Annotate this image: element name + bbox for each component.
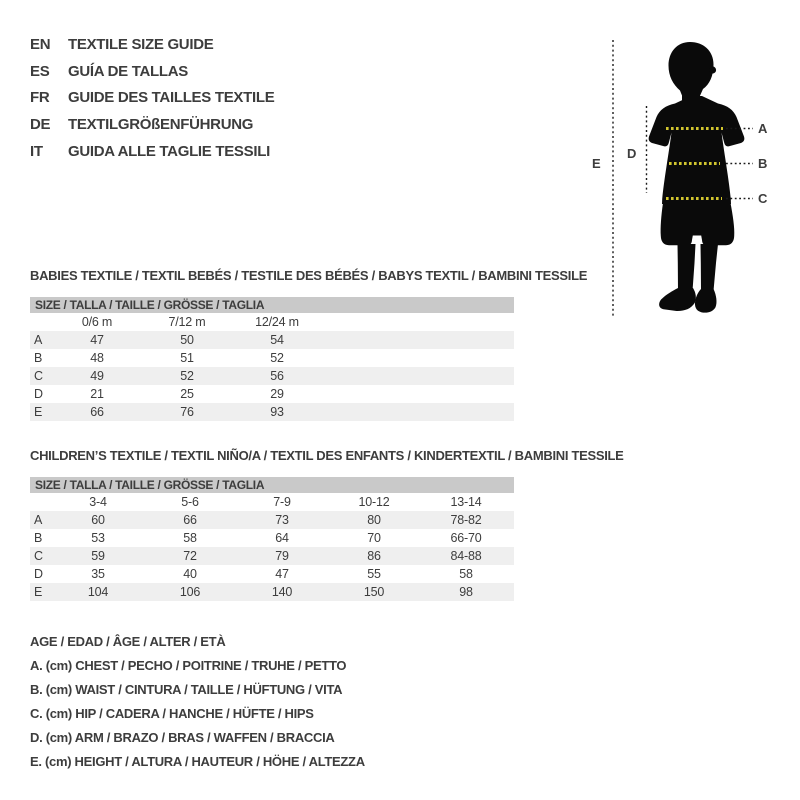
table-cell: 58 xyxy=(459,567,473,581)
row-label: A xyxy=(34,333,43,347)
table-cell: 72 xyxy=(183,549,197,563)
legend-line-hip: C. (cm) HIP / CADERA / HANCHE / HÜFTE / HIPS xyxy=(30,705,314,721)
table-cell: 84-88 xyxy=(450,549,482,563)
column-header: 12/24 m xyxy=(255,315,299,329)
language-row-de xyxy=(30,111,274,138)
table-cell: 52 xyxy=(270,351,284,365)
table-row-d xyxy=(30,565,514,583)
table-row-a xyxy=(30,331,514,349)
measure-label-d: D xyxy=(627,146,637,161)
table-cell: 93 xyxy=(270,405,284,419)
measurement-legend xyxy=(30,629,365,773)
table-cell: 76 xyxy=(180,405,194,419)
table-cell: 86 xyxy=(367,549,381,563)
silhouette-shirt xyxy=(649,96,745,204)
children-column-header-row xyxy=(30,493,514,511)
row-label: C xyxy=(34,369,43,383)
column-header: 3-4 xyxy=(89,495,107,509)
table-row-b xyxy=(30,529,514,547)
table-cell: 50 xyxy=(180,333,194,347)
column-header: 10-12 xyxy=(358,495,390,509)
language-code: FR xyxy=(30,89,50,107)
table-row-b xyxy=(30,349,514,367)
language-code: EN xyxy=(30,35,51,53)
silhouette-ear xyxy=(709,66,716,73)
table-cell: 80 xyxy=(367,513,381,527)
row-label: D xyxy=(34,387,43,401)
table-cell: 58 xyxy=(183,531,197,545)
row-label: C xyxy=(34,549,43,563)
table-cell: 29 xyxy=(270,387,284,401)
children-size-table xyxy=(30,477,514,601)
table-cell: 60 xyxy=(91,513,105,527)
table-cell: 64 xyxy=(275,531,289,545)
language-row-it xyxy=(30,138,274,165)
table-cell: 48 xyxy=(90,351,104,365)
table-cell: 40 xyxy=(183,567,197,581)
language-code: ES xyxy=(30,62,50,80)
table-cell: 35 xyxy=(91,567,105,581)
table-cell: 56 xyxy=(270,369,284,383)
table-row-a xyxy=(30,511,514,529)
table-cell: 47 xyxy=(275,567,289,581)
measure-label-c: C xyxy=(758,191,768,206)
language-label: TEXTILE SIZE GUIDE xyxy=(68,35,214,53)
table-cell: 51 xyxy=(180,351,194,365)
language-code: DE xyxy=(30,116,51,134)
babies-column-header-row xyxy=(30,313,514,331)
row-label: B xyxy=(34,351,43,365)
table-row-e xyxy=(30,403,514,421)
row-label: B xyxy=(34,531,43,545)
babies-size-header-bar: SIZE / TALLA / TAILLE / GRÖSSE / TAGLIA xyxy=(30,297,514,313)
language-row-fr xyxy=(30,85,274,112)
table-cell: 79 xyxy=(275,549,289,563)
language-list xyxy=(30,31,274,165)
table-row-c xyxy=(30,547,514,565)
legend-line-height: E. (cm) HEIGHT / ALTURA / HAUTEUR / HÖHE / ALTEZZA xyxy=(30,753,365,769)
language-row-en xyxy=(30,31,274,58)
table-cell: 52 xyxy=(180,369,194,383)
language-row-es xyxy=(30,58,274,85)
table-cell: 66 xyxy=(90,405,104,419)
language-label: GUIDE DES TAILLES TEXTILE xyxy=(68,89,275,107)
legend-line-arm: D. (cm) ARM / BRAZO / BRAS / WAFFEN / BRACCIA xyxy=(30,729,335,745)
table-cell: 47 xyxy=(90,333,104,347)
children-size-header-bar: SIZE / TALLA / TAILLE / GRÖSSE / TAGLIA xyxy=(30,477,514,493)
table-cell: 66 xyxy=(183,513,197,527)
legend-line-waist: B. (cm) WAIST / CINTURA / TAILLE / HÜFTUNG / VITA xyxy=(30,681,343,697)
measure-label-b: B xyxy=(758,156,768,171)
language-code: IT xyxy=(30,143,43,161)
column-header: 5-6 xyxy=(181,495,199,509)
column-header: 7/12 m xyxy=(168,315,206,329)
table-row-c xyxy=(30,367,514,385)
column-header: 0/6 m xyxy=(81,315,113,329)
table-cell: 59 xyxy=(91,549,105,563)
table-cell: 21 xyxy=(90,387,104,401)
table-cell: 73 xyxy=(275,513,289,527)
babies-size-table xyxy=(30,297,514,421)
silhouette-shorts xyxy=(661,203,735,245)
table-cell: 66-70 xyxy=(450,531,482,545)
table-cell: 104 xyxy=(87,585,109,599)
table-cell: 49 xyxy=(90,369,104,383)
silhouette-right-foot xyxy=(695,289,717,313)
table-cell: 25 xyxy=(180,387,194,401)
language-label: GUIDA ALLE TAGLIE TESSILI xyxy=(68,143,270,161)
measure-label-a: A xyxy=(758,121,768,136)
language-label: GUÍA DE TALLAS xyxy=(68,62,188,80)
legend-line-chest: A. (cm) CHEST / PECHO / POITRINE / TRUHE / PETTO xyxy=(30,657,347,673)
column-header: 13-14 xyxy=(450,495,482,509)
babies-section-title: BABIES TEXTILE / TEXTIL BEBÉS / TESTILE DES BÉBÉS / BABYS TEXTIL / BAMBINI TESSILE xyxy=(30,268,588,283)
measure-label-e: E xyxy=(592,156,601,171)
row-label: E xyxy=(34,405,43,419)
table-row-e xyxy=(30,583,514,601)
silhouette-left-foot xyxy=(659,288,696,311)
table-cell: 70 xyxy=(367,531,381,545)
table-cell: 150 xyxy=(363,585,385,599)
table-cell: 140 xyxy=(271,585,293,599)
column-header: 7-9 xyxy=(273,495,291,509)
table-cell: 106 xyxy=(179,585,201,599)
row-label: A xyxy=(34,513,43,527)
row-label: E xyxy=(34,585,43,599)
table-cell: 78-82 xyxy=(450,513,482,527)
table-cell: 55 xyxy=(367,567,381,581)
children-section-title: CHILDREN’S TEXTILE / TEXTIL NIÑO/A / TEXTIL DES ENFANTS / KINDERTEXTIL / BAMBINI TESSILE xyxy=(30,448,624,463)
table-cell: 53 xyxy=(91,531,105,545)
table-cell: 98 xyxy=(459,585,473,599)
row-label: D xyxy=(34,567,43,581)
table-row-d xyxy=(30,385,514,403)
legend-line-age: AGE / EDAD / ÂGE / ALTER / ETÀ xyxy=(30,633,226,649)
table-cell: 54 xyxy=(270,333,284,347)
language-label: TEXTILGRÖßENFÜHRUNG xyxy=(68,116,254,134)
